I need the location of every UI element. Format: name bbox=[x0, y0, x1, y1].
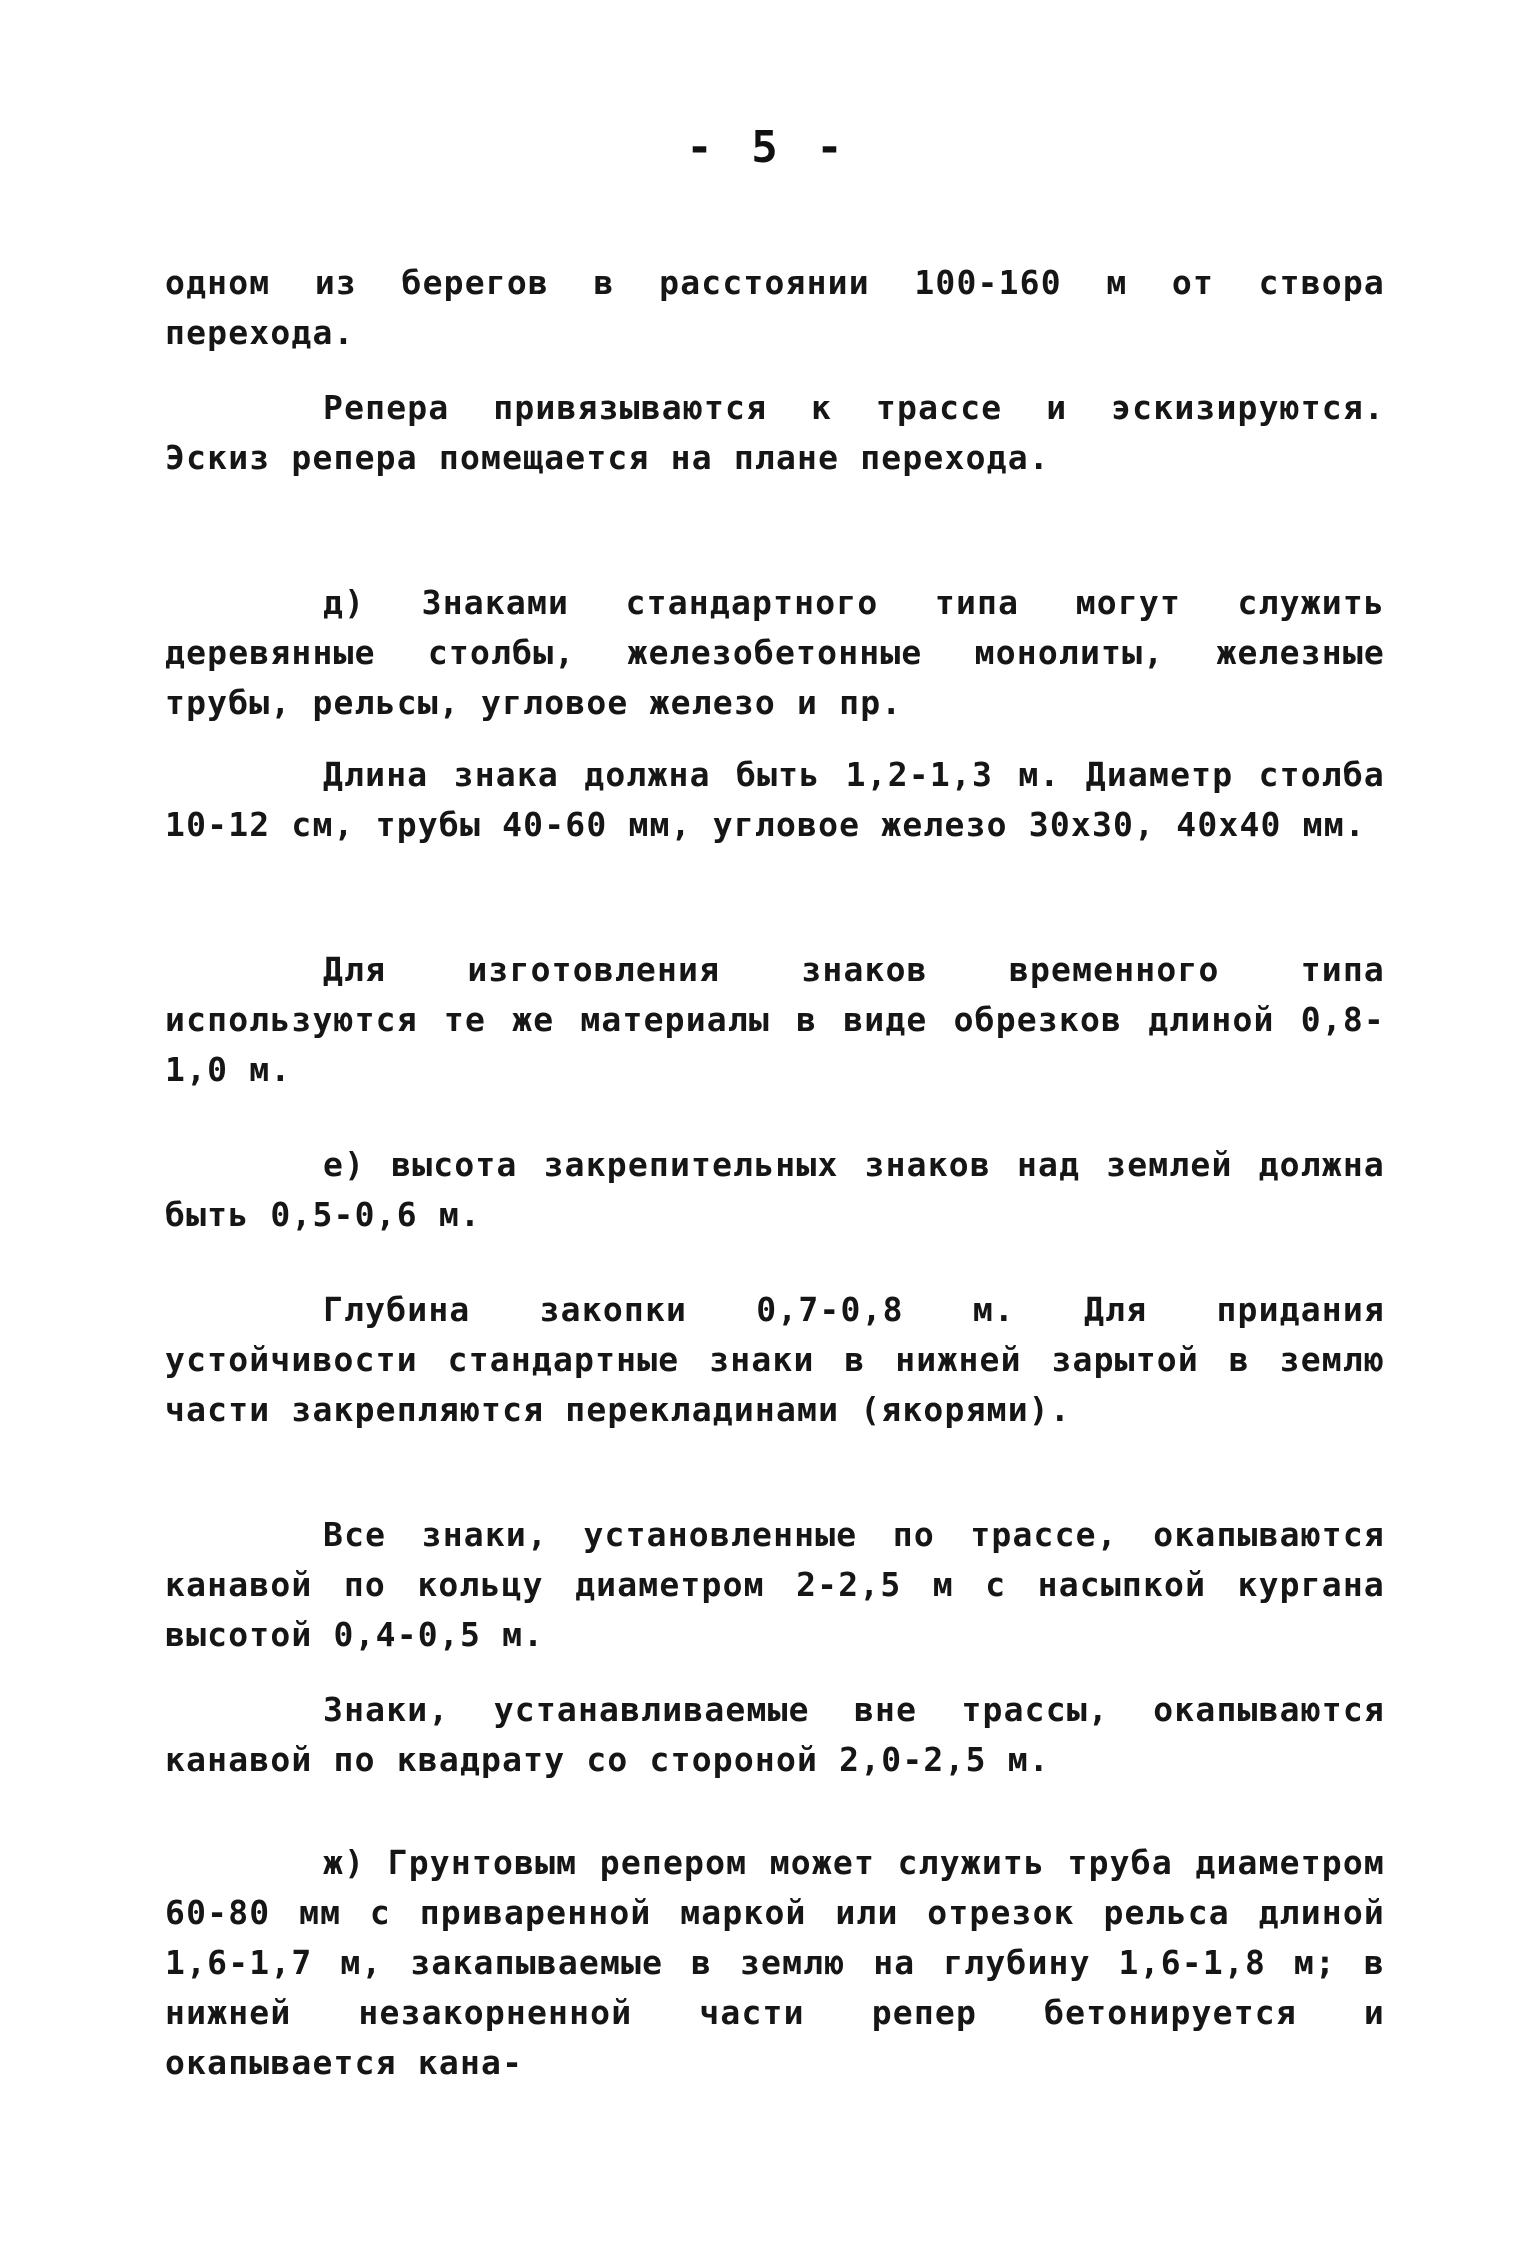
paragraph-1 bbox=[165, 258, 1385, 358]
paragraph-10-text: ж) Грунтовым репером может служить труба диаметром 60-80 мм с приваренной маркой или отрезок рельса длиной 1,6-1,7 м, закапываемые в землю на глубину 1,6-1,8 м; в нижней незакорненной части репер бетонируется и окапывается кана- bbox=[165, 1843, 1385, 2082]
paragraph-5-text: Для изготовления знаков временного типа используются те же материалы в виде обрезков длиной 0,8-1,0 м. bbox=[165, 950, 1385, 1089]
paragraph-1-text: одном из берегов в расстоянии 100-160 м от створа перехода. bbox=[165, 263, 1385, 352]
paragraph-3 bbox=[165, 578, 1385, 728]
paragraph-2 bbox=[165, 383, 1385, 483]
paragraph-6-text: е) высота закрепительных знаков над землей должна быть 0,5-0,6 м. bbox=[165, 1145, 1385, 1234]
paragraph-4-text: Длина знака должна быть 1,2-1,3 м. Диаметр столба 10-12 см, трубы 40-60 мм, угловое железо 30х30, 40х40 мм. bbox=[165, 755, 1385, 844]
paragraph-7 bbox=[165, 1285, 1385, 1435]
paragraph-4 bbox=[165, 750, 1385, 850]
paragraph-5 bbox=[165, 945, 1385, 1095]
paragraph-9-text: Знаки, устанавливаемые вне трассы, окапываются канавой по квадрату со стороной 2,0-2,5 м. bbox=[165, 1690, 1385, 1779]
paragraph-9 bbox=[165, 1685, 1385, 1785]
page-number: - 5 - bbox=[686, 122, 849, 173]
paragraph-6 bbox=[165, 1140, 1385, 1240]
paragraph-2-text: Репера привязываются к трассе и эскизируются. Эскиз репера помещается на плане перехода. bbox=[165, 388, 1385, 477]
paragraph-7-text: Глубина закопки 0,7-0,8 м. Для придания устойчивости стандартные знаки в нижней зарытой в землю части закрепляются перекладинами (якорями). bbox=[165, 1290, 1385, 1429]
paragraph-8 bbox=[165, 1510, 1385, 1660]
paragraph-10 bbox=[165, 1838, 1385, 2088]
paragraph-3-text: д) Знаками стандартного типа могут служить деревянные столбы, железобетонные монолиты, железные трубы, рельсы, угловое железо и пр. bbox=[165, 583, 1385, 722]
paragraph-8-text: Все знаки, установленные по трассе, окапываются канавой по кольцу диаметром 2-2,5 м с насыпкой кургана высотой 0,4-0,5 м. bbox=[165, 1515, 1385, 1654]
